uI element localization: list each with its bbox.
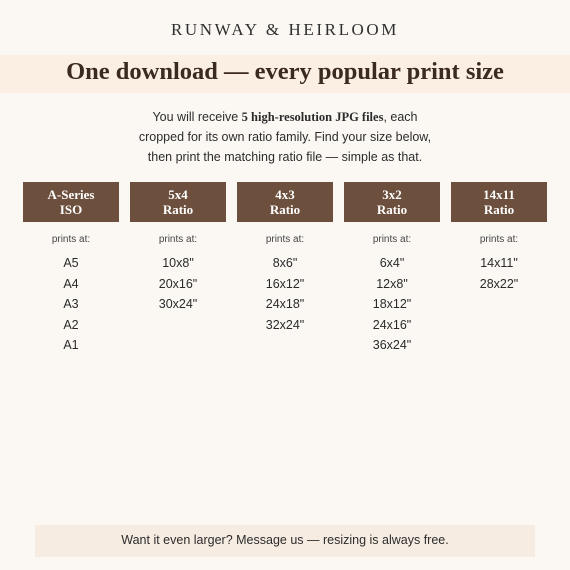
intro-text (0, 107, 570, 167)
size-item: 6x4" (379, 256, 405, 270)
size-list (130, 253, 226, 315)
size-column (451, 182, 547, 294)
prints-at-label: prints at: (158, 234, 198, 245)
size-item: A1 (63, 338, 79, 352)
column-header-title: 5x4 (168, 187, 188, 202)
size-item: A2 (63, 317, 79, 332)
column-header-subtitle: Ratio (162, 202, 194, 217)
size-item: 10x8" (162, 256, 194, 270)
column-header (344, 182, 440, 222)
size-list (451, 253, 547, 294)
column-header-title: 3x2 (382, 187, 402, 202)
column-header (23, 182, 119, 222)
intro-line-1-post: , each (383, 110, 418, 124)
size-item: 32x24" (265, 317, 305, 332)
size-item: 16x12" (265, 276, 305, 291)
size-item: 30x24" (158, 297, 198, 311)
column-header (237, 182, 333, 222)
column-header-title: A-Series (47, 187, 95, 202)
page-title: One download — every popular print size (66, 58, 504, 85)
size-list (237, 253, 333, 335)
prints-at-label: prints at: (51, 234, 91, 245)
brand-name: RUNWAY & HEIRLOOM (170, 20, 400, 39)
intro-line-2: cropped for its own ratio family. Find your size below, (138, 130, 432, 144)
column-header-title: 14x11 (483, 187, 515, 202)
footer-note: Want it even larger? Message us — resizing is always free. (121, 533, 449, 547)
size-list (344, 253, 440, 356)
size-item: 14x11" (480, 256, 518, 270)
size-column (344, 182, 440, 356)
size-item: 24x16" (372, 317, 412, 332)
size-item: 18x12" (372, 297, 412, 311)
size-item: A3 (63, 297, 79, 311)
column-header-subtitle: Ratio (269, 202, 301, 217)
prints-at-label: prints at: (479, 234, 519, 245)
size-item: 28x22" (479, 276, 519, 291)
prints-at-label: prints at: (372, 234, 412, 245)
intro-line-1 (0, 107, 570, 127)
size-item: 24x18" (265, 297, 305, 311)
size-item: 36x24" (372, 338, 412, 352)
size-column (23, 182, 119, 356)
column-header-title: 4x3 (275, 187, 295, 202)
size-columns (0, 182, 570, 382)
column-header (451, 182, 547, 222)
size-column (237, 182, 333, 335)
column-header (130, 182, 226, 222)
intro-line-1-pre: You will receive (152, 110, 242, 124)
column-header-subtitle: Ratio (376, 202, 408, 217)
column-header-subtitle: Ratio (483, 202, 515, 217)
intro-line-3: then print the matching ratio file — simple as that. (147, 150, 423, 164)
prints-at-label: prints at: (265, 234, 305, 245)
size-item: 20x16" (158, 276, 198, 291)
size-list (23, 253, 119, 356)
size-item: 12x8" (376, 276, 408, 291)
size-item: 8x6" (272, 256, 298, 270)
size-item: A5 (63, 256, 79, 270)
size-item: A4 (63, 276, 79, 291)
size-column (130, 182, 226, 315)
column-header-subtitle: ISO (59, 202, 83, 217)
intro-highlight: 5 high-resolution JPG files (241, 110, 384, 124)
